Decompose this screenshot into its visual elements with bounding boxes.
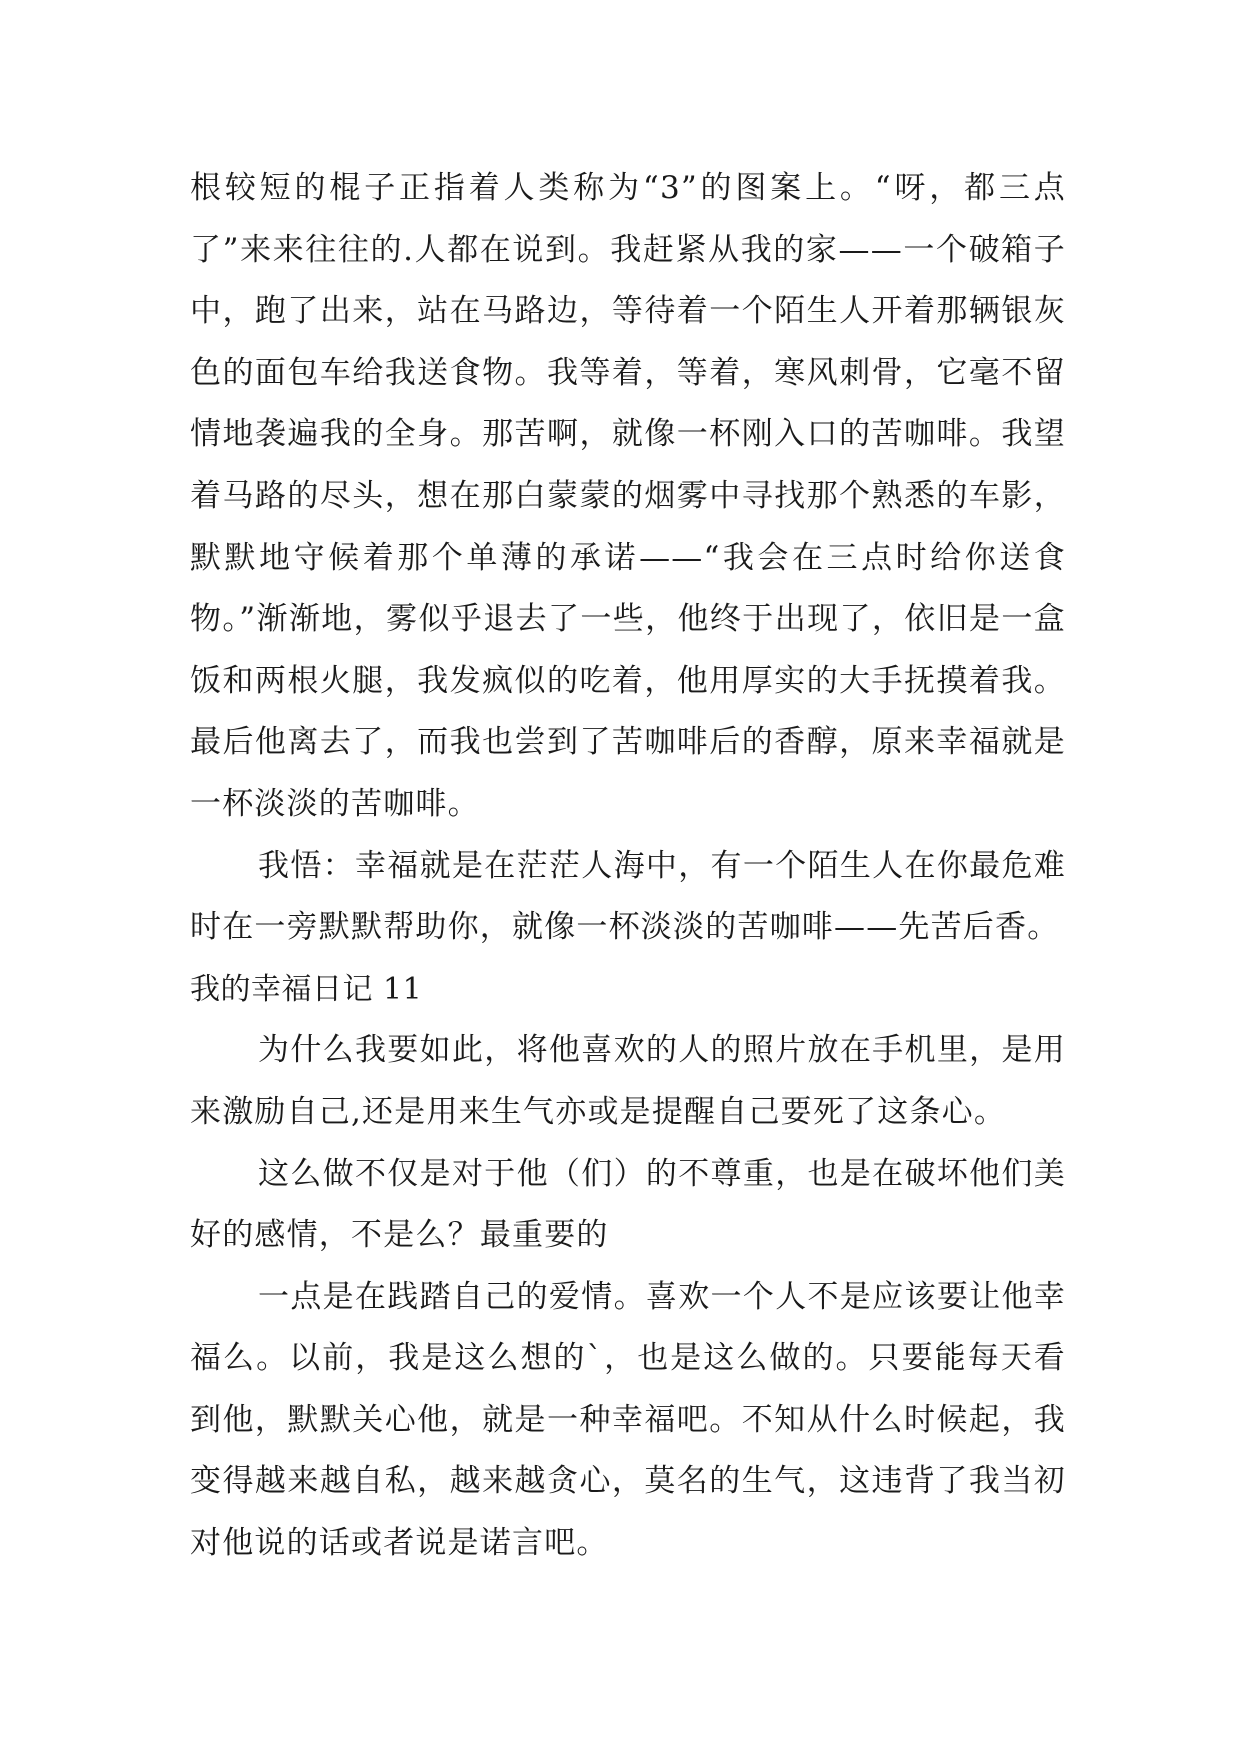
paragraph-diary-1: 为什么我要如此，将他喜欢的人的照片放在手机里，是用来激励自己,还是用来生气亦或是提醒自己要死了这条心。 [190, 1032, 1066, 1130]
paragraph-story-continuation: 根较短的棍子正指着人类称为“3”的图案上。“呀，都三点了”来来往往的.人都在说到。我赶紧从我的家——一个破箱子中，跑了出来，站在马路边，等待着一个陌生人开着那辆银灰色的面包车给我送食物。我等着，等着，寒风刺骨，它毫不留情地袭遍我的全身。那苦啊，就像一杯刚入口的苦咖啡。我望着马路的尽头，想在那白蒙蒙的烟雾中寻找那个熟悉的车影，默默地守候着那个单薄的承诺——“我会在三点时给你送食物。”渐渐地，雾似乎退去了一些，他终于出现了，依旧是一盒饭和两根火腿，我发疯似的吃着，他用厚实的大手抚摸着我。最后他离去了，而我也尝到了苦咖啡后的香醇，原来幸福就是一杯淡淡的苦咖啡。 [190, 170, 1066, 822]
paragraph-reflection: 我悟：幸福就是在茫茫人海中，有一个陌生人在你最危难时在一旁默默帮助你，就像一杯淡淡的苦咖啡——先苦后香。 [190, 847, 1066, 946]
section-title: 我的幸福日记 11 [190, 971, 423, 1007]
paragraph-diary-3: 一点是在践踏自己的爱情。喜欢一个人不是应该要让他幸福么。以前，我是这么想的`，也是这么做的。只要能每天看到他，默默关心他，就是一种幸福吧。不知从什么时候起，我变得越来越自私，越来越贪心，莫名的生气，这违背了我当初对他说的话或者说是诺言吧。 [190, 1278, 1066, 1562]
document-body [190, 158, 1066, 1575]
paragraph-diary-2: 这么做不仅是对于他（们）的不尊重，也是在破坏他们美好的感情，不是么？最重要的 [190, 1155, 1066, 1254]
